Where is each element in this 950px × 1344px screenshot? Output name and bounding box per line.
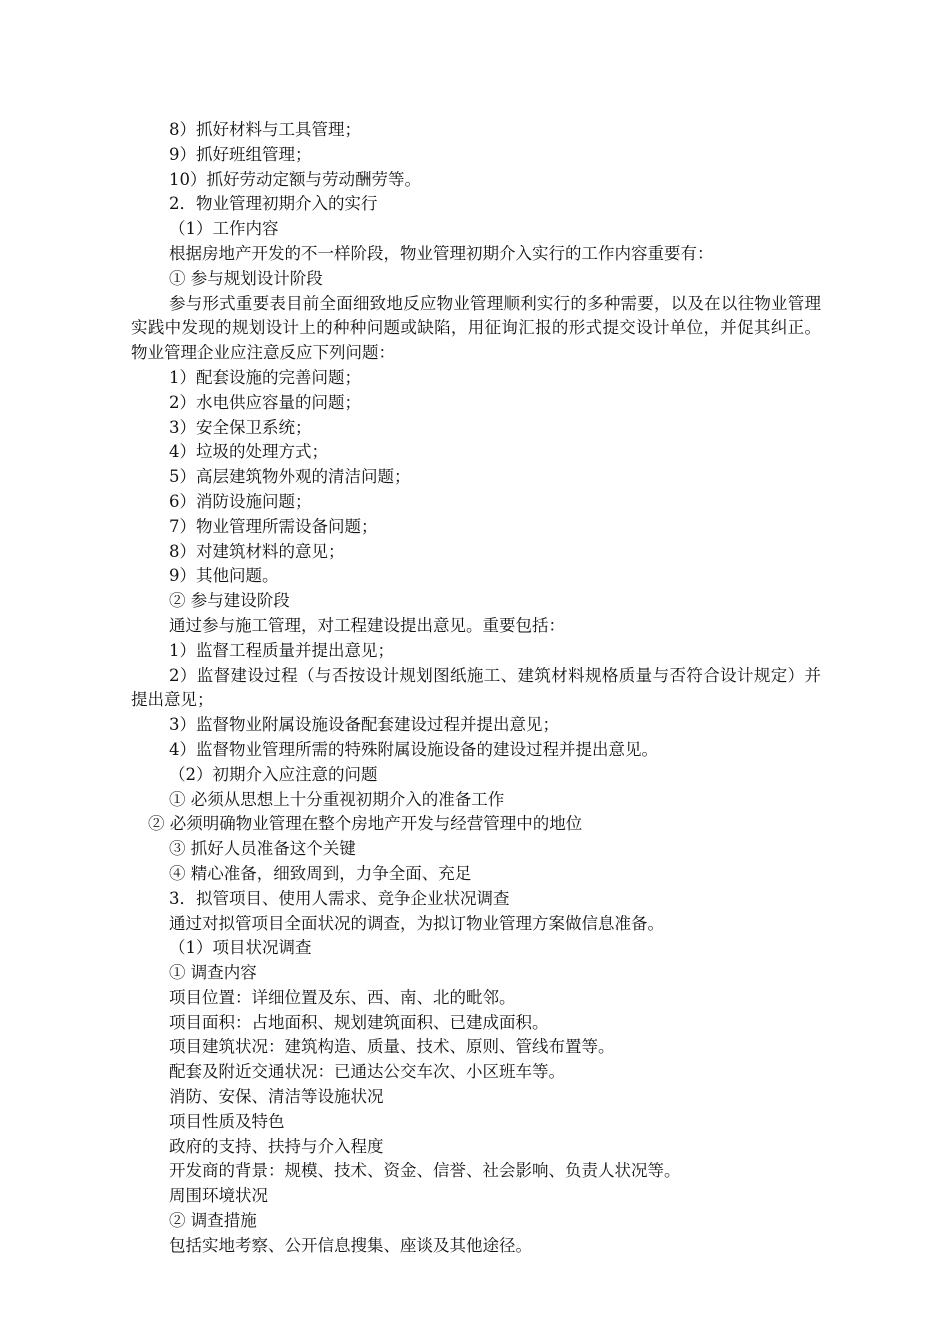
item-heading: ① 调查内容 (169, 963, 257, 983)
paragraph: 通过参与施工管理，对工程建设提出意见。重要包括： (169, 615, 565, 635)
list-item: 配套及附近交通状况：已通达公交车次、小区班车等。 (169, 1062, 565, 1082)
section-heading: 2．物业管理初期介入的实行 (169, 194, 378, 214)
list-item: ③ 抓好人员准备这个关键 (169, 839, 356, 859)
list-item: 8）抓好材料与工具管理； (169, 120, 361, 139)
list-item: 7）物业管理所需设备问题； (169, 516, 378, 536)
list-item: 5）高层建筑物外观的清洁问题； (169, 467, 411, 487)
list-item: 4）监督物业管理所需的特殊附属设施设备的建设过程并提出意见。 (169, 739, 658, 759)
item-heading: ② 调查措施 (169, 1211, 257, 1231)
list-item: 9）抓好班组管理； (169, 144, 312, 164)
list-item: 6）消防设施问题； (169, 491, 312, 511)
list-item: 9）其他问题。 (169, 566, 279, 586)
item-heading: ② 参与建设阶段 (169, 591, 290, 611)
paragraph: 通过对拟管项目全面状况的调查，为拟订物业管理方案做信息准备。 (169, 913, 664, 933)
list-item: 1）监督工程质量并提出意见； (169, 640, 394, 660)
list-item: 3）监督物业附属设施设备配套建设过程并提出意见； (169, 715, 559, 735)
list-item: 项目建筑状况：建筑构造、质量、技术、原则、管线布置等。 (169, 1037, 615, 1057)
paragraph: 根据房地产开发的不一样阶段，物业管理初期介入实行的工作内容重要有： (169, 243, 714, 263)
list-item: ④ 精心准备，细致周到，力争全面、充足 (169, 863, 472, 883)
list-item: 项目面积：占地面积、规划建筑面积、已建成面积。 (169, 1012, 549, 1032)
section-heading: 3．拟管项目、使用人需求、竞争企业状况调查 (169, 888, 510, 908)
list-item: 消防、安保、清洁等设施状况 (169, 1087, 384, 1107)
subsection-heading: （1）项目状况调查 (169, 938, 312, 958)
list-item: 2）监督建设过程（与否按设计规划图纸施工、建筑材料规格质量与否符合设计规定）并提出意见； (131, 665, 821, 710)
list-item: 开发商的背景：规模、技术、资金、信誉、社会影响、负责人状况等。 (169, 1161, 681, 1181)
list-item: ① 必须从思想上十分重视初期介入的准备工作 (169, 789, 505, 809)
paragraph: 包括实地考察、公开信息搜集、座谈及其他途径。 (169, 1235, 532, 1255)
document-body (131, 118, 821, 1259)
list-item: 3）安全保卫系统； (169, 417, 312, 437)
list-item: 10）抓好劳动定额与劳动酬劳等。 (169, 169, 421, 189)
list-item: 项目位置：详细位置及东、西、南、北的毗邻。 (169, 987, 516, 1007)
item-heading: ① 参与规划设计阶段 (169, 268, 323, 288)
list-item: 1）配套设施的完善问题； (169, 367, 361, 387)
subsection-heading: （1）工作内容 (169, 219, 279, 239)
list-item: ② 必须明确物业管理在整个房地产开发与经营管理中的地位 (148, 814, 583, 834)
paragraph: 参与形式重要表目前全面细致地反应物业管理顺利实行的多种需要，以及在以往物业管理实践中发现的规划设计上的种种问题或缺陷，用征询汇报的形式提交设计单位，并促其纠正。物业管理企业应注意反应下列问题： (131, 293, 821, 363)
list-item: 2）水电供应容量的问题； (169, 392, 361, 412)
list-item: 8）对建筑材料的意见； (169, 541, 345, 561)
list-item: 周围环境状况 (169, 1186, 268, 1206)
list-item: 项目性质及特色 (169, 1111, 285, 1131)
list-item: 4）垃圾的处理方式； (169, 442, 328, 462)
subsection-heading: （2）初期介入应注意的问题 (169, 764, 378, 784)
list-item: 政府的支持、扶持与介入程度 (169, 1136, 384, 1156)
